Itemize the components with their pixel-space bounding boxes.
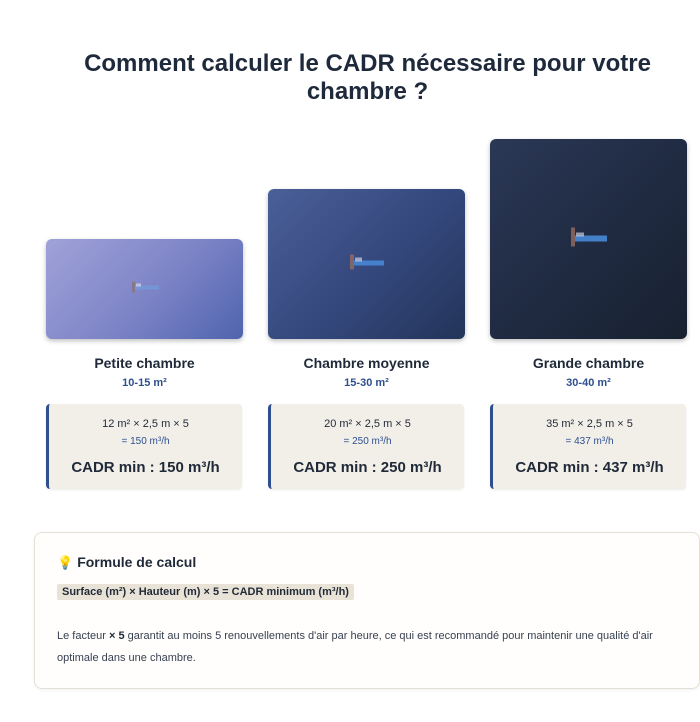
formula-description xyxy=(57,625,677,669)
formula-code: Surface (m²) × Hauteur (m) × 5 = CADR minimum (m³/h) xyxy=(57,584,354,600)
calc-formula: 35 m² × 2,5 m × 5 xyxy=(546,418,633,430)
calc-equals: = 250 m³/h xyxy=(343,436,392,447)
room-visual-medium xyxy=(268,189,465,339)
calc-result: CADR min : 150 m³/h xyxy=(71,459,220,476)
lightbulb-icon: 💡 xyxy=(57,555,74,570)
room-range-small: 10-15 m² xyxy=(122,377,167,389)
desc-suffix: garantit au moins 5 renouvellements d'air par heure, ce qui est recommandé pour maintenir une qualité d'air optimale dans une chambre. xyxy=(57,630,653,664)
page-title: Comment calculer le CADR nécessaire pour votre chambre ? xyxy=(84,50,651,105)
calc-box-medium xyxy=(268,404,464,489)
bed-icon xyxy=(348,253,386,276)
formula-heading xyxy=(57,554,196,571)
calc-equals: = 437 m³/h xyxy=(565,436,614,447)
room-name-medium: Chambre moyenne xyxy=(303,355,430,371)
calc-formula: 20 m² × 2,5 m × 5 xyxy=(324,418,411,430)
calc-result: CADR min : 437 m³/h xyxy=(515,459,664,476)
room-range-large: 30-40 m² xyxy=(566,377,611,389)
calc-formula: 12 m² × 2,5 m × 5 xyxy=(102,418,189,430)
room-visual-large xyxy=(490,139,687,339)
desc-factor: × 5 xyxy=(108,630,125,642)
bed-icon xyxy=(130,280,160,299)
room-range-medium: 15-30 m² xyxy=(344,377,389,389)
calc-box-large xyxy=(490,404,686,489)
bed-icon xyxy=(569,226,609,253)
desc-prefix: Le facteur xyxy=(57,630,109,642)
calc-equals: = 150 m³/h xyxy=(121,436,170,447)
calc-result: CADR min : 250 m³/h xyxy=(293,459,442,476)
formula-title: Formule de calcul xyxy=(77,554,197,570)
room-name-large: Grande chambre xyxy=(532,355,645,371)
calc-box-small xyxy=(46,404,242,489)
room-visual-small xyxy=(46,239,243,339)
room-name-small: Petite chambre xyxy=(94,355,195,371)
formula-panel xyxy=(34,532,700,689)
